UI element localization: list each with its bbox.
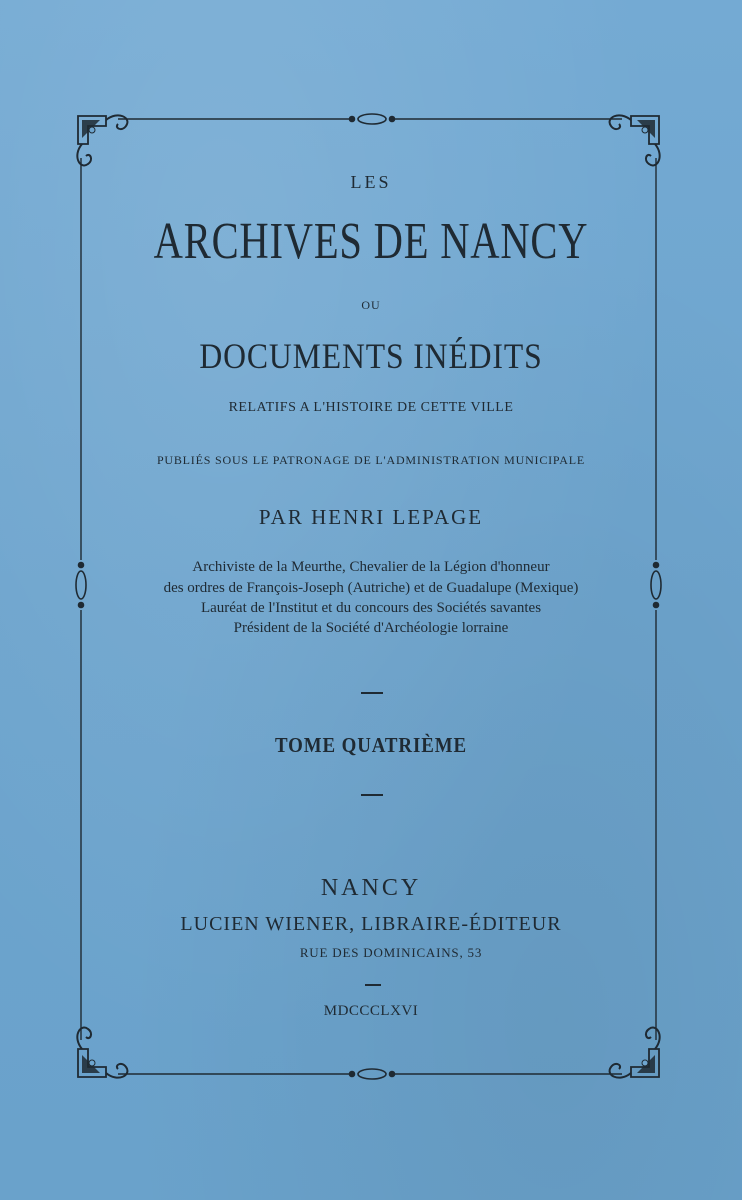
author-credential: des ordres de François-Joseph (Autriche) et de Guadalupe (Mexique) [163,580,579,596]
divider [361,692,383,694]
patronage-line: PUBLIÉS SOUS LE PATRONAGE DE L'ADMINISTRATION MUNICIPALE [156,453,586,467]
volume-number: TOME QUATRIÈME [274,733,467,757]
author-credential: Président de la Société d'Archéologie lorraine [233,620,509,636]
publisher-address: RUE DES DOMINICAINS, 53 [299,945,483,960]
series-prefix: LES [350,172,392,192]
corner-ornament-icon [77,1028,127,1078]
author-line: PAR HENRI LEPAGE [258,505,484,529]
main-title: ARCHIVES DE NANCY [153,213,589,270]
publisher-name: LUCIEN WIENER, LIBRAIRE-ÉDITEUR [180,913,562,935]
imprint-city: NANCY [320,875,422,901]
publication-year: MDCCCLXVI [323,1003,419,1019]
subtitle: DOCUMENTS INÉDITS [199,336,543,376]
corner-ornament-icon [610,115,660,165]
corner-ornament-icon [610,1028,660,1078]
divider [365,984,381,986]
corner-ornament-icon [77,115,127,165]
border-cartouche-icon [350,1069,395,1079]
author-credential: Lauréat de l'Institut et du concours des Sociétés savantes [200,600,542,616]
border-cartouche-icon [350,114,395,124]
divider [361,794,383,796]
author-credential: Archiviste de la Meurthe, Chevalier de la Légion d'honneur [192,559,550,575]
subtitle-line-2: RELATIFS A L'HISTOIRE DE CETTE VILLE [228,400,514,415]
conjunction: OU [361,298,381,312]
